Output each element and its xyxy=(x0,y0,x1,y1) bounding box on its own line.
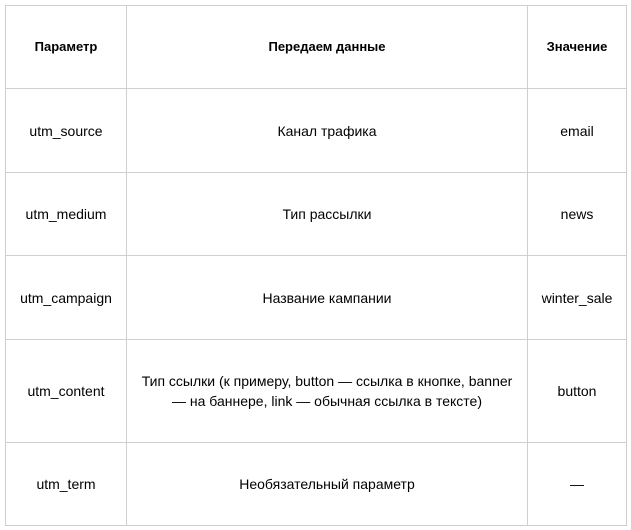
cell-parameter: utm_campaign xyxy=(6,256,127,340)
cell-data: Тип ссылки (к примеру, button — ссылка в кнопке, banner — на баннере, link — обычная ссылка в тексте) xyxy=(127,340,528,443)
cell-value: button xyxy=(528,340,627,443)
header-value: Значение xyxy=(528,6,627,89)
cell-parameter: utm_source xyxy=(6,89,127,173)
cell-value: — xyxy=(528,443,627,526)
header-data: Передаем данные xyxy=(127,6,528,89)
cell-parameter: utm_medium xyxy=(6,173,127,256)
cell-data: Тип рассылки xyxy=(127,173,528,256)
cell-parameter: utm_term xyxy=(6,443,127,526)
table-row xyxy=(6,443,627,526)
table-header-row xyxy=(6,6,627,89)
cell-data: Название кампании xyxy=(127,256,528,340)
utm-parameters-table xyxy=(5,5,627,526)
header-parameter: Параметр xyxy=(6,6,127,89)
cell-value: news xyxy=(528,173,627,256)
table-row xyxy=(6,256,627,340)
table-row xyxy=(6,340,627,443)
cell-data: Необязательный параметр xyxy=(127,443,528,526)
cell-parameter: utm_content xyxy=(6,340,127,443)
cell-value: winter_sale xyxy=(528,256,627,340)
table-row xyxy=(6,89,627,173)
cell-data: Канал трафика xyxy=(127,89,528,173)
cell-value: email xyxy=(528,89,627,173)
table-row xyxy=(6,173,627,256)
